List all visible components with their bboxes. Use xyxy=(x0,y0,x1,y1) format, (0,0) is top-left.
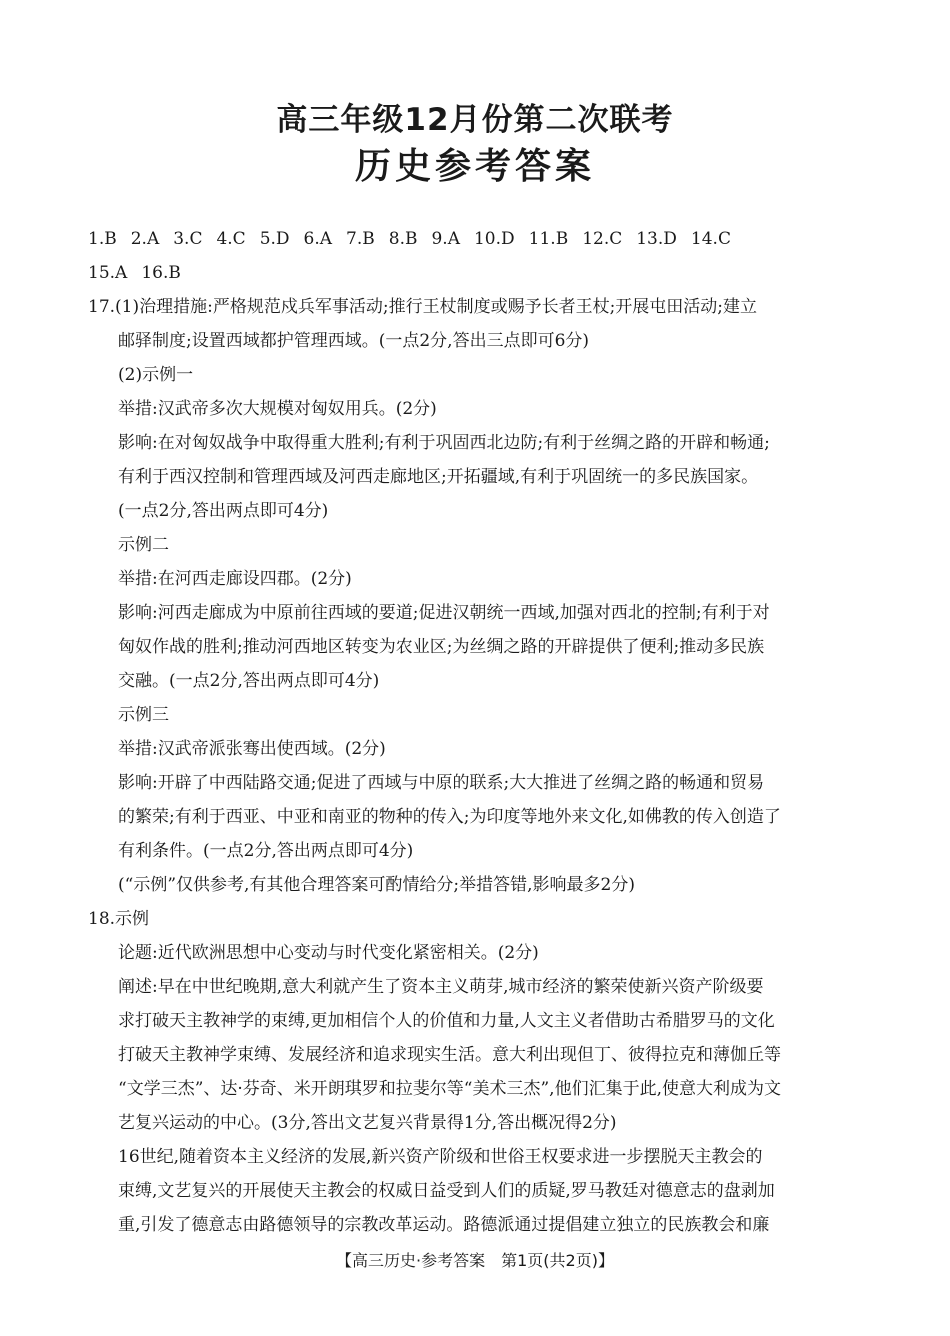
answer-line: 束缚,文艺复兴的开展使天主教会的权威日益受到人们的质疑,罗马教廷对德意志的盘剥加 xyxy=(118,1181,775,1201)
answer-line: 求打破天主教神学的束缚,更加相信个人的价值和力量,人文主义者借助古希腊罗马的文化 xyxy=(118,1011,775,1031)
answer-line: 影响:河西走廊成为中原前往西域的要道;促进汉朝统一西域,加强对西北的控制;有利于对 xyxy=(118,603,770,623)
choice-answer: 15.A xyxy=(88,263,128,283)
answer-line: 影响:开辟了中西陆路交通;促进了西域与中原的联系;大大推进了丝绸之路的畅通和贸易 xyxy=(118,773,765,793)
answer-line: 示例三 xyxy=(118,705,169,725)
answer-line: 举措:在河西走廊设四郡。(2分) xyxy=(118,569,352,589)
answer-line: 打破天主教神学束缚、发展经济和追求现实生活。意大利出现但丁、彼得拉克和薄伽丘等 xyxy=(118,1045,781,1065)
answer-line: 有利条件。(一点2分,答出两点即可4分) xyxy=(118,841,414,861)
answer-line: 17.(1)治理措施:严格规范戍兵军事活动;推行王杖制度或赐予长者王杖;开展屯田活动;建立 xyxy=(88,297,758,317)
choice-answers-row-1 xyxy=(88,222,878,256)
answer-line: 阐述:早在中世纪晚期,意大利就产生了资本主义萌芽,城市经济的繁荣使新兴资产阶级要 xyxy=(118,977,764,997)
choice-answer: 3.C xyxy=(173,229,203,249)
choice-answer: 9.A xyxy=(431,229,460,249)
choice-answer: 2.A xyxy=(130,229,160,249)
page-footer: 【高三历史·参考答案 第1页(共2页)】 xyxy=(336,1251,614,1270)
answer-line: 16世纪,随着资本主义经济的发展,新兴资产阶级和世俗王权要求进一步摆脱天主教会的 xyxy=(118,1147,763,1167)
answer-line: 重,引发了德意志由路德领导的宗教改革运动。路德派通过提倡建立独立的民族教会和廉 xyxy=(118,1215,770,1235)
answer-line: 影响:在对匈奴战争中取得重大胜利;有利于巩固西北边防;有利于丝绸之路的开辟和畅通; xyxy=(118,433,770,453)
choice-answer: 7.B xyxy=(346,229,375,249)
choice-answer: 11.B xyxy=(528,229,569,249)
choice-answer: 1.B xyxy=(88,229,117,249)
answer-line: (一点2分,答出两点即可4分) xyxy=(118,501,329,521)
choice-answer: 12.C xyxy=(582,229,623,249)
choice-answer: 8.B xyxy=(388,229,418,249)
choice-answer: 14.C xyxy=(690,229,731,249)
answer-line: 示例二 xyxy=(118,535,169,555)
answer-line: 的繁荣;有利于西亚、中亚和南亚的物种的传入;为印度等地外来文化,如佛教的传入创造了 xyxy=(118,807,781,827)
answer-line: 匈奴作战的胜利;推动河西地区转变为农业区;为丝绸之路的开辟提供了便利;推动多民族 xyxy=(118,637,765,657)
page-title: 高三年级12月份第二次联考 xyxy=(276,102,674,138)
choice-answer: 16.B xyxy=(141,263,181,283)
answer-line: 举措:汉武帝派张骞出使西域。(2分) xyxy=(118,739,386,759)
choice-answer: 5.D xyxy=(259,229,290,249)
answer-line: (“示例”仅供参考,有其他合理答案可酌情给分;举措答错,影响最多2分) xyxy=(118,875,635,895)
choice-answers-row-2 xyxy=(88,256,878,290)
answer-body xyxy=(88,222,878,1242)
choice-answer: 10.D xyxy=(473,229,515,249)
answer-line: 18.示例 xyxy=(88,909,150,929)
answer-line: 艺复兴运动的中心。(3分,答出文艺复兴背景得1分,答出概况得2分) xyxy=(118,1113,617,1133)
choice-answer: 4.C xyxy=(216,229,246,249)
answer-line: 有利于西汉控制和管理西域及河西走廊地区;开拓疆域,有利于巩固统一的多民族国家。 xyxy=(118,467,759,487)
answer-line: 交融。(一点2分,答出两点即可4分) xyxy=(118,671,380,691)
answer-line: (2)示例一 xyxy=(118,365,194,385)
answer-line: 论题:近代欧洲思想中心变动与时代变化紧密相关。(2分) xyxy=(118,943,539,963)
choice-answer: 13.D xyxy=(636,229,677,249)
choice-answer: 6.A xyxy=(303,229,333,249)
answer-line: 邮驿制度;设置西域都护管理西域。(一点2分,答出三点即可6分) xyxy=(118,331,590,351)
answer-line: “文学三杰”、达·芬奇、米开朗琪罗和拉斐尔等“美术三杰”,他们汇集于此,使意大利成为文 xyxy=(118,1079,781,1099)
answer-text-lines xyxy=(88,290,878,1242)
answer-line: 举措:汉武帝多次大规模对匈奴用兵。(2分) xyxy=(118,399,437,419)
page-subtitle: 历史参考答案 xyxy=(354,146,595,187)
